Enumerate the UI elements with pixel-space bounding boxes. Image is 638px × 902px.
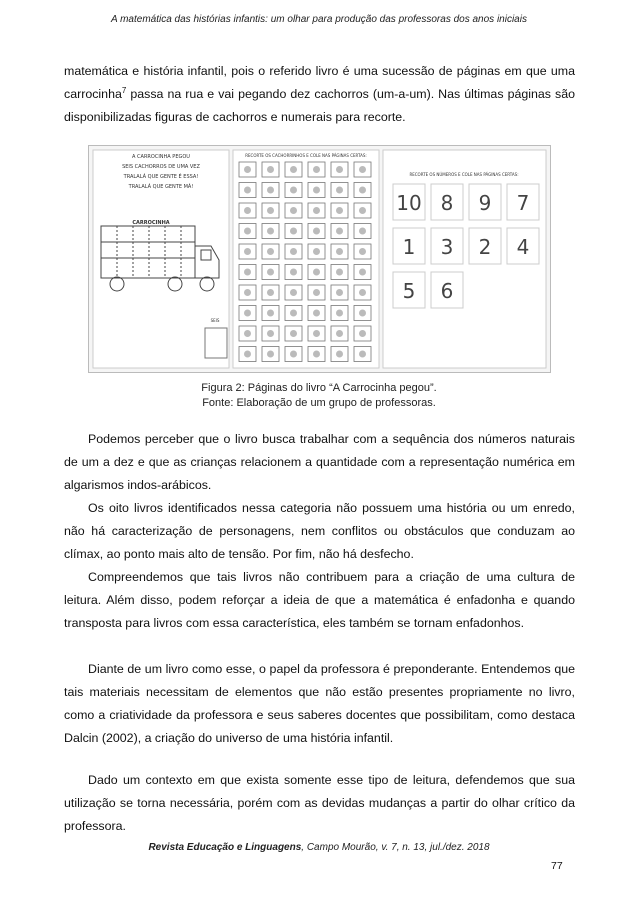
dog-icon [244, 166, 251, 173]
middle-page-title: RECORTE OS CACHORRINHOS E COLE NAS PÁGINAS CERTAS: [245, 153, 367, 158]
dog-icon [359, 187, 366, 194]
dog-icon [359, 228, 366, 235]
dog-icon [267, 166, 274, 173]
numeral-label: 6 [440, 279, 454, 303]
paragraph-4: Compreendemos que tais livros não contribuem para a criação de uma cultura de leitura. Além disso, podem reforçar a ideia de que a matemática é enfadonha e quando transposta para livros com essa característica, eles também se tornam enfadonhos. [64, 570, 575, 630]
dog-icon [313, 248, 320, 255]
dog-icon [244, 330, 251, 337]
dog-icon [313, 310, 320, 317]
dog-icon [313, 269, 320, 276]
numeral-label: 2 [478, 235, 492, 259]
journal-details: , Campo Mourão, v. 7, n. 13, jul./dez. 2018 [301, 842, 490, 853]
dog-icon [267, 228, 274, 235]
dog-icon [336, 207, 343, 214]
dog-icon [244, 248, 251, 255]
dog-icon [336, 330, 343, 337]
dog-icon [336, 228, 343, 235]
numeral-label: 4 [516, 235, 530, 259]
figure-line-1: A CARROCINHA PEGOU [132, 154, 190, 160]
dog-icon [359, 269, 366, 276]
dog-icon [336, 351, 343, 358]
dog-icon [244, 269, 251, 276]
dog-icon [267, 269, 274, 276]
page-number: 77 [551, 860, 563, 872]
seis-box [205, 328, 227, 358]
footnote-marker[interactable]: 7 [121, 85, 127, 95]
dog-icon [244, 207, 251, 214]
dog-icon [290, 166, 297, 173]
dog-icon [267, 330, 274, 337]
paragraph-1-text-cont: passa na rua e vai pegando dez cachorros (um-a-um). Nas últimas páginas são disponibilizadas figuras de cachorros e numerais para recorte. [64, 87, 575, 124]
numeral-label: 9 [478, 191, 492, 215]
figure-line-4: TRALALÁ QUE GENTE MÁ! [128, 184, 194, 190]
numeral-label: 7 [516, 191, 530, 215]
dog-icon [244, 228, 251, 235]
figure-line-2: SEIS CACHORROS DE UMA VEZ [122, 164, 200, 170]
paragraph-6: Dado um contexto em que exista somente esse tipo de leitura, defendemos que sua utilização se torna necessária, porém com as devidas mudanças a partir do olhar crítico da professora. [64, 773, 575, 833]
paragraph-1-text: matemática e história infantil, pois o referido livro é uma sucessão de páginas em que uma carrocinha [64, 64, 575, 101]
seis-label: SEIS [210, 318, 220, 323]
journal-name: Revista Educação e Linguagens [148, 842, 302, 853]
dog-icon [313, 330, 320, 337]
dog-icon [336, 166, 343, 173]
truck-label: CARROCINHA [132, 220, 170, 226]
dog-icon [244, 289, 251, 296]
dog-icon [336, 187, 343, 194]
dog-icon [267, 207, 274, 214]
dog-icon [313, 207, 320, 214]
dog-icon [267, 289, 274, 296]
dog-icon [267, 351, 274, 358]
dog-icon [359, 330, 366, 337]
running-header: A matemática das histórias infantis: um olhar para produção das professoras dos anos iniciais [111, 14, 527, 25]
dog-icon [290, 228, 297, 235]
figure-book-pages [88, 145, 551, 373]
paragraph-1 [64, 60, 575, 129]
dog-icon [290, 248, 297, 255]
numeral-label: 10 [396, 191, 422, 215]
dog-icon [336, 289, 343, 296]
dog-icon [313, 187, 320, 194]
dog-icon [336, 269, 343, 276]
paragraph-5: Diante de um livro como esse, o papel da professora é preponderante. Entendemos que tais materiais necessitam de elementos que não estão presentes propriamente no livro, como a criatividade da professora e seus saberes docentes que possibilitam, como destaca Dalcin (2002), a criação do universo de uma história infantil. [64, 662, 575, 745]
caption-source: Fonte: Elaboração de um grupo de professoras. [202, 397, 436, 409]
dog-icon [313, 289, 320, 296]
numeral-label: 5 [402, 279, 416, 303]
numeral-label: 8 [440, 191, 454, 215]
dog-icon [290, 207, 297, 214]
dog-icon [359, 207, 366, 214]
dog-icon [290, 310, 297, 317]
dog-icon [313, 166, 320, 173]
dog-icon [336, 248, 343, 255]
dog-icon [359, 248, 366, 255]
dog-icon [267, 310, 274, 317]
dog-icon [359, 166, 366, 173]
dog-icon [244, 310, 251, 317]
dog-icon [313, 228, 320, 235]
dog-icon [267, 248, 274, 255]
dog-icon [267, 187, 274, 194]
paragraph-3: Os oito livros identificados nessa categoria não possuem uma história ou um enredo, não há caracterização de personagens, nem conflitos ou obstáculos que conduzam ao clímax, ao ponto mais alto de tensão. Por fim, não há desfecho. [64, 501, 575, 561]
dog-icon [336, 310, 343, 317]
right-page-title: RECORTE OS NÚMEROS E COLE NAS PÁGINAS CERTAS: [409, 172, 519, 177]
caption-title: Figura 2: Páginas do livro “A Carrocinha pegou”. [201, 382, 437, 394]
dog-icon [290, 289, 297, 296]
figure-line-3: TRALALÁ QUE GENTE É ESSA! [123, 174, 199, 180]
numeral-label: 1 [402, 235, 416, 259]
dog-icon [244, 351, 251, 358]
dog-icon [290, 351, 297, 358]
dog-icon [244, 187, 251, 194]
numeral-label: 3 [440, 235, 454, 259]
dog-icon [290, 269, 297, 276]
dog-icon [359, 310, 366, 317]
figure-caption [0, 381, 638, 411]
dog-icon [290, 330, 297, 337]
dog-icon [359, 289, 366, 296]
page-footer [0, 842, 638, 853]
paragraph-2: Podemos perceber que o livro busca trabalhar com a sequência dos números naturais de um a dez e que as crianças relacionem a quantidade com a representação numérica em algarismos indos-arábicos. [64, 432, 575, 492]
dog-icon [313, 351, 320, 358]
figure-illustration [89, 146, 550, 372]
dog-icon [359, 351, 366, 358]
dog-icon [290, 187, 297, 194]
